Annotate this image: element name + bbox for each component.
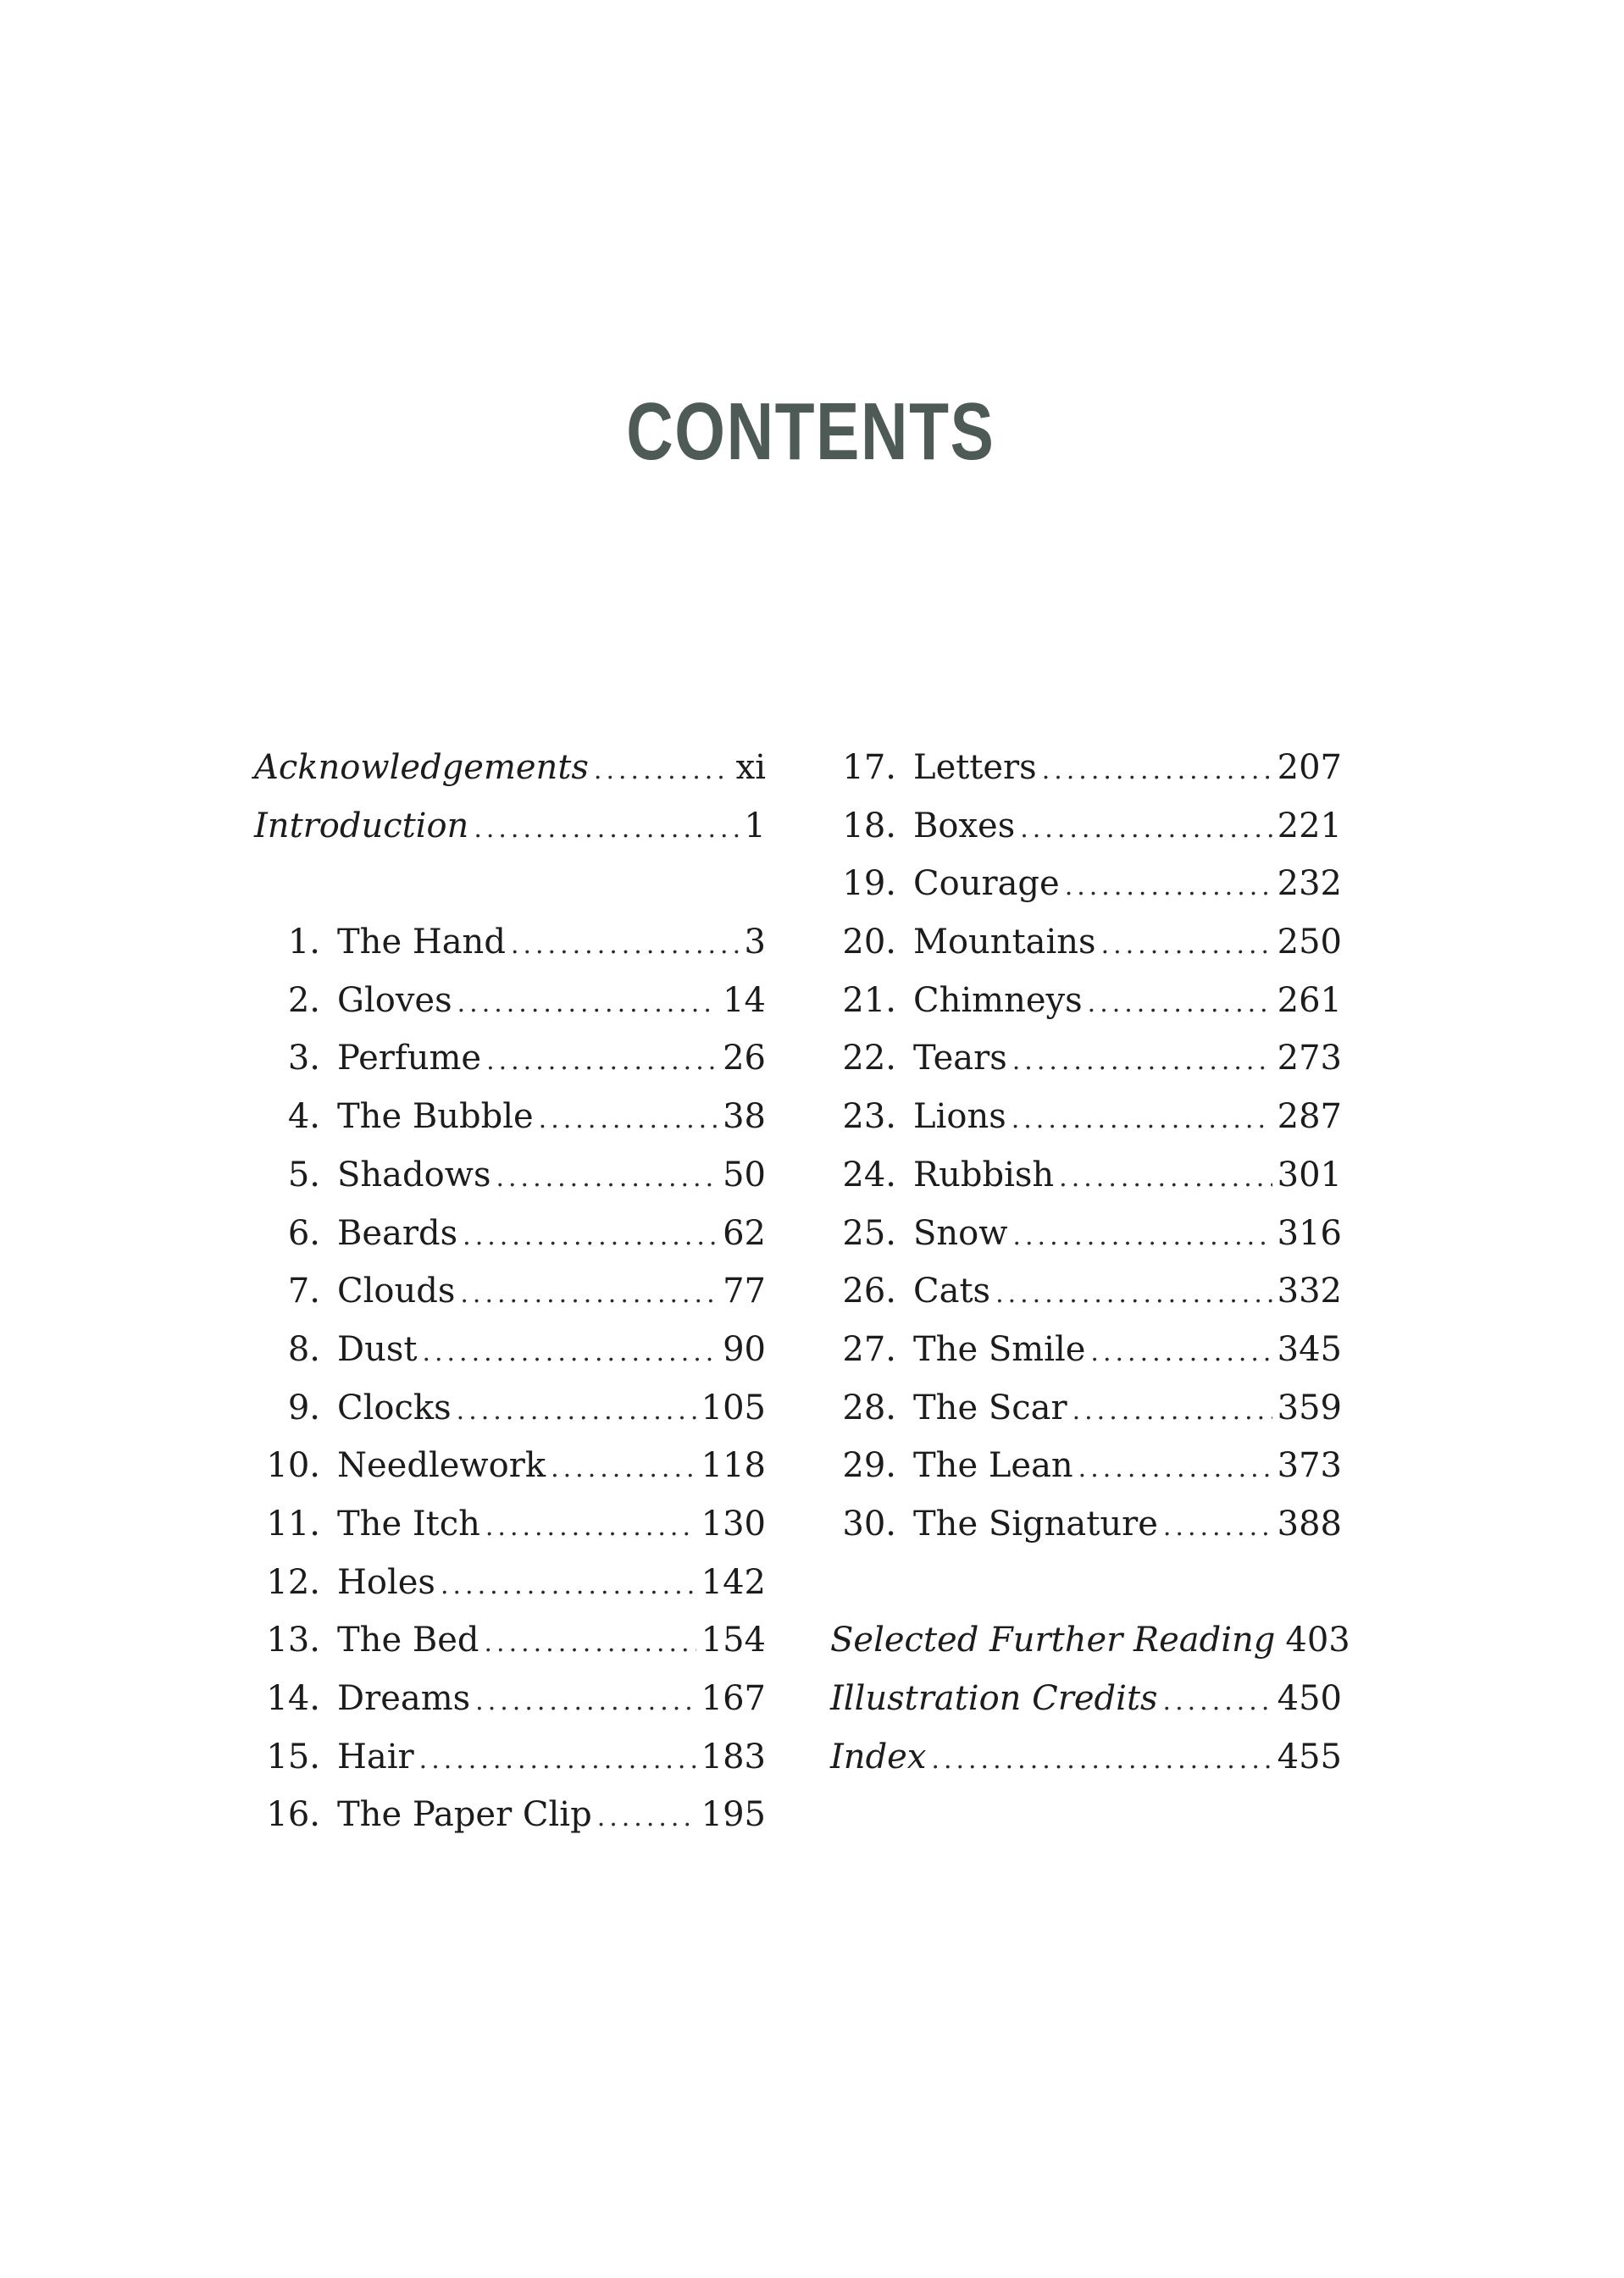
toc-entry xyxy=(254,1554,766,1612)
chapter-number: 14. xyxy=(266,1679,320,1718)
chapter-number: 19. xyxy=(842,864,896,904)
entry-title: Hair xyxy=(337,1737,414,1776)
entry-title: The Itch xyxy=(337,1504,480,1544)
entry-title: Introduction xyxy=(254,806,469,845)
entry-title: The Bed xyxy=(337,1621,479,1660)
toc-entry xyxy=(830,1029,1342,1088)
entry-title: Holes xyxy=(337,1562,435,1602)
toc-entry xyxy=(254,1088,766,1146)
page-number: 221 xyxy=(1277,806,1342,845)
dot-leader xyxy=(551,1440,696,1499)
toc-entry xyxy=(254,797,766,856)
dot-leader xyxy=(460,1266,718,1324)
toc-entry xyxy=(830,1728,1342,1787)
dot-leader xyxy=(539,1091,718,1150)
page-number: 90 xyxy=(723,1329,766,1369)
toc-entry xyxy=(830,1437,1342,1495)
chapter-number: 10. xyxy=(266,1446,320,1486)
dot-leader xyxy=(1163,1499,1272,1557)
dot-leader xyxy=(1020,801,1272,859)
entry-title: Snow xyxy=(913,1213,1008,1253)
entry-title: The Paper Clip xyxy=(337,1795,592,1835)
toc-entry xyxy=(254,1728,766,1787)
page-number: 105 xyxy=(701,1388,766,1427)
entry-title: The Bubble xyxy=(337,1097,534,1137)
page-number: 207 xyxy=(1277,748,1342,787)
toc-entry xyxy=(254,1146,766,1205)
chapter-number: 18. xyxy=(842,806,896,845)
chapter-number: 3. xyxy=(287,1039,320,1078)
dot-leader xyxy=(1073,1383,1272,1441)
dot-leader xyxy=(1101,917,1272,975)
page-number: 261 xyxy=(1277,980,1342,1020)
toc-right-column xyxy=(830,739,1350,1786)
toc-entry xyxy=(830,1495,1342,1554)
toc-entry xyxy=(254,1786,766,1844)
entry-title: Beards xyxy=(337,1213,458,1253)
toc-entry xyxy=(830,1611,1350,1670)
chapter-number: 13. xyxy=(266,1621,320,1660)
page-title: CONTENTS xyxy=(626,386,995,477)
chapter-number: 28. xyxy=(842,1388,896,1427)
entry-title: Clouds xyxy=(337,1272,456,1311)
page-number: 26 xyxy=(723,1039,766,1078)
entry-title: Letters xyxy=(913,748,1037,787)
page-number: 287 xyxy=(1277,1097,1342,1137)
chapter-number: 9. xyxy=(287,1388,320,1427)
dot-leader xyxy=(496,1150,718,1208)
page-number: 142 xyxy=(701,1562,766,1602)
toc-entry xyxy=(830,1321,1342,1379)
dot-leader xyxy=(931,1732,1272,1790)
dot-leader xyxy=(1078,1440,1272,1499)
dot-leader xyxy=(457,975,718,1034)
page-number: 154 xyxy=(701,1621,766,1660)
chapter-number: 2. xyxy=(287,980,320,1020)
page-number: 3 xyxy=(744,923,766,962)
page-number: 388 xyxy=(1277,1504,1342,1544)
entry-title: Illustration Credits xyxy=(830,1679,1158,1718)
chapter-number: 30. xyxy=(842,1504,896,1544)
chapter-number: 25. xyxy=(842,1213,896,1253)
entry-title: Perfume xyxy=(337,1039,482,1078)
entry-title: Gloves xyxy=(337,980,452,1020)
entry-title: Index xyxy=(830,1737,927,1776)
toc-entry xyxy=(830,855,1342,913)
dot-leader xyxy=(597,1789,696,1848)
toc-entry xyxy=(254,739,766,797)
page-number: 359 xyxy=(1277,1388,1342,1427)
page-number: 195 xyxy=(701,1795,766,1835)
section-spacer xyxy=(254,855,766,913)
toc-entry xyxy=(830,1262,1342,1321)
page-number: 50 xyxy=(723,1155,766,1194)
toc-entry xyxy=(254,1611,766,1670)
dot-leader xyxy=(511,917,740,975)
entry-title: Cats xyxy=(913,1272,991,1311)
entry-title: Clocks xyxy=(337,1388,452,1427)
chapter-number: 17. xyxy=(842,748,896,787)
entry-title: Courage xyxy=(913,864,1060,904)
page-number: 450 xyxy=(1277,1679,1342,1718)
chapter-number: 11. xyxy=(266,1504,320,1544)
toc-entry xyxy=(830,913,1342,972)
section-spacer xyxy=(830,1554,1342,1612)
page-number: 167 xyxy=(701,1679,766,1718)
dot-leader xyxy=(419,1732,696,1790)
entry-title: The Signature xyxy=(913,1504,1158,1544)
page-number: 77 xyxy=(723,1272,766,1311)
toc-entry xyxy=(254,913,766,972)
entry-title: Dust xyxy=(337,1329,418,1369)
page-number: 1 xyxy=(744,806,766,845)
page-number: 14 xyxy=(723,980,766,1020)
entry-title: The Lean xyxy=(913,1446,1073,1486)
dot-leader xyxy=(1059,1150,1272,1208)
dot-leader xyxy=(474,801,739,859)
dot-leader xyxy=(1065,858,1272,917)
page-number: 301 xyxy=(1277,1155,1342,1194)
chapter-number: 6. xyxy=(287,1213,320,1253)
chapter-number: 20. xyxy=(842,923,896,962)
page-number: 62 xyxy=(723,1213,766,1253)
dot-leader xyxy=(1012,1208,1272,1266)
page-number: 403 xyxy=(1285,1621,1350,1660)
toc-entry xyxy=(830,739,1342,797)
dot-leader xyxy=(485,1615,696,1673)
chapter-number: 7. xyxy=(287,1272,320,1311)
dot-leader xyxy=(1163,1673,1272,1732)
entry-title: Mountains xyxy=(913,923,1096,962)
toc-entry xyxy=(830,1379,1342,1438)
toc-entry xyxy=(830,1670,1342,1728)
dot-leader xyxy=(1090,1324,1272,1383)
page-number: 345 xyxy=(1277,1329,1342,1369)
dot-leader xyxy=(1012,1091,1272,1150)
toc-entry xyxy=(830,1088,1342,1146)
dot-leader xyxy=(475,1673,696,1732)
entry-title: The Hand xyxy=(337,923,506,962)
chapter-number: 29. xyxy=(842,1446,896,1486)
chapter-number: 5. xyxy=(287,1155,320,1194)
dot-leader xyxy=(457,1383,696,1441)
page-number: xi xyxy=(735,748,766,787)
dot-leader xyxy=(463,1208,718,1266)
page-number: 373 xyxy=(1277,1446,1342,1486)
chapter-number: 26. xyxy=(842,1272,896,1311)
chapter-number: 27. xyxy=(842,1329,896,1369)
page-number: 455 xyxy=(1277,1737,1342,1776)
page-number: 118 xyxy=(701,1446,766,1486)
toc-entry xyxy=(830,972,1342,1030)
chapter-number: 16. xyxy=(266,1795,320,1835)
toc-entry xyxy=(254,1262,766,1321)
entry-title: Boxes xyxy=(913,806,1016,845)
entry-title: Selected Further Reading xyxy=(830,1621,1276,1660)
entry-title: Acknowledgements xyxy=(254,748,589,787)
chapter-number: 23. xyxy=(842,1097,896,1137)
page-number: 316 xyxy=(1277,1213,1342,1253)
toc-entry xyxy=(254,1437,766,1495)
dot-leader xyxy=(441,1557,696,1616)
toc-entry xyxy=(254,1670,766,1728)
entry-title: Tears xyxy=(913,1039,1007,1078)
dot-leader xyxy=(1088,975,1272,1034)
page-number: 273 xyxy=(1277,1039,1342,1078)
entry-title: Chimneys xyxy=(913,980,1083,1020)
page-number: 183 xyxy=(701,1737,766,1776)
chapter-number: 24. xyxy=(842,1155,896,1194)
toc-entry xyxy=(254,1495,766,1554)
entry-title: Shadows xyxy=(337,1155,491,1194)
entry-title: The Smile xyxy=(913,1329,1086,1369)
page-number: 232 xyxy=(1277,864,1342,904)
toc-entry xyxy=(254,1029,766,1088)
chapter-number: 4. xyxy=(287,1097,320,1137)
entry-title: Rubbish xyxy=(913,1155,1055,1194)
entry-title: Lions xyxy=(913,1097,1006,1137)
dot-leader xyxy=(1012,1033,1272,1091)
dot-leader xyxy=(422,1324,718,1383)
toc-entry xyxy=(254,1321,766,1379)
page-number: 250 xyxy=(1277,923,1342,962)
dot-leader xyxy=(485,1499,696,1557)
toc-left-column xyxy=(254,739,766,1844)
page-number: 332 xyxy=(1277,1272,1342,1311)
dot-leader xyxy=(1042,742,1272,801)
dot-leader xyxy=(486,1033,718,1091)
dot-leader xyxy=(995,1266,1272,1324)
toc-entry xyxy=(254,1379,766,1438)
toc-entry xyxy=(830,1146,1342,1205)
toc-entry xyxy=(254,972,766,1030)
entry-title: The Scar xyxy=(913,1388,1067,1427)
entry-title: Needlework xyxy=(337,1446,546,1486)
toc-entry xyxy=(830,797,1342,856)
page-number: 38 xyxy=(723,1097,766,1137)
chapter-number: 8. xyxy=(287,1329,320,1369)
toc-entry xyxy=(830,1205,1342,1263)
chapter-number: 21. xyxy=(842,980,896,1020)
chapter-number: 22. xyxy=(842,1039,896,1078)
toc-entry xyxy=(254,1205,766,1263)
chapter-number: 15. xyxy=(266,1737,320,1776)
chapter-number: 1. xyxy=(287,923,320,962)
dot-leader xyxy=(594,742,731,801)
entry-title: Dreams xyxy=(337,1679,471,1718)
chapter-number: 12. xyxy=(266,1562,320,1602)
page-number: 130 xyxy=(701,1504,766,1544)
